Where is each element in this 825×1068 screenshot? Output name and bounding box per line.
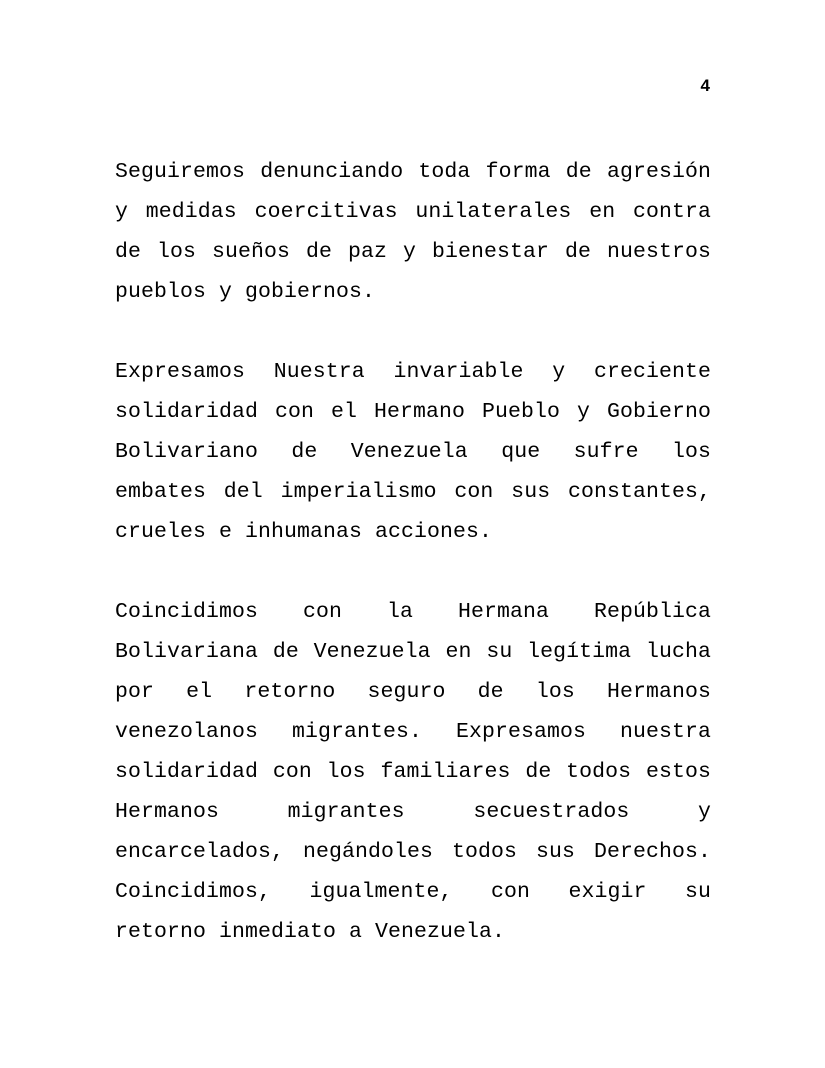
page-number: 4 [700, 76, 710, 95]
document-body [115, 152, 711, 952]
paragraph-1: Seguiremos denunciando toda forma de agresión y medidas coercitivas unilaterales en contra de los sueños de paz y bienestar de nuestros pueblos y gobiernos. [115, 160, 711, 304]
paragraph-3: Coincidimos con la Hermana República Bolivariana de Venezuela en su legítima lucha por el retorno seguro de los Hermanos venezolanos migrantes. Expresamos nuestra solidaridad con los familiares de todos estos Hermanos migrantes secuestrados y encarcelados, negándoles todos sus Derechos. Coincidimos, igualmente, con exigir su retorno inmediato a Venezuela. [115, 600, 711, 944]
paragraph-2: Expresamos Nuestra invariable y creciente solidaridad con el Hermano Pueblo y Gobierno Bolivariano de Venezuela que sufre los embates del imperialismo con sus constantes, crueles e inhumanas acciones. [115, 360, 711, 544]
